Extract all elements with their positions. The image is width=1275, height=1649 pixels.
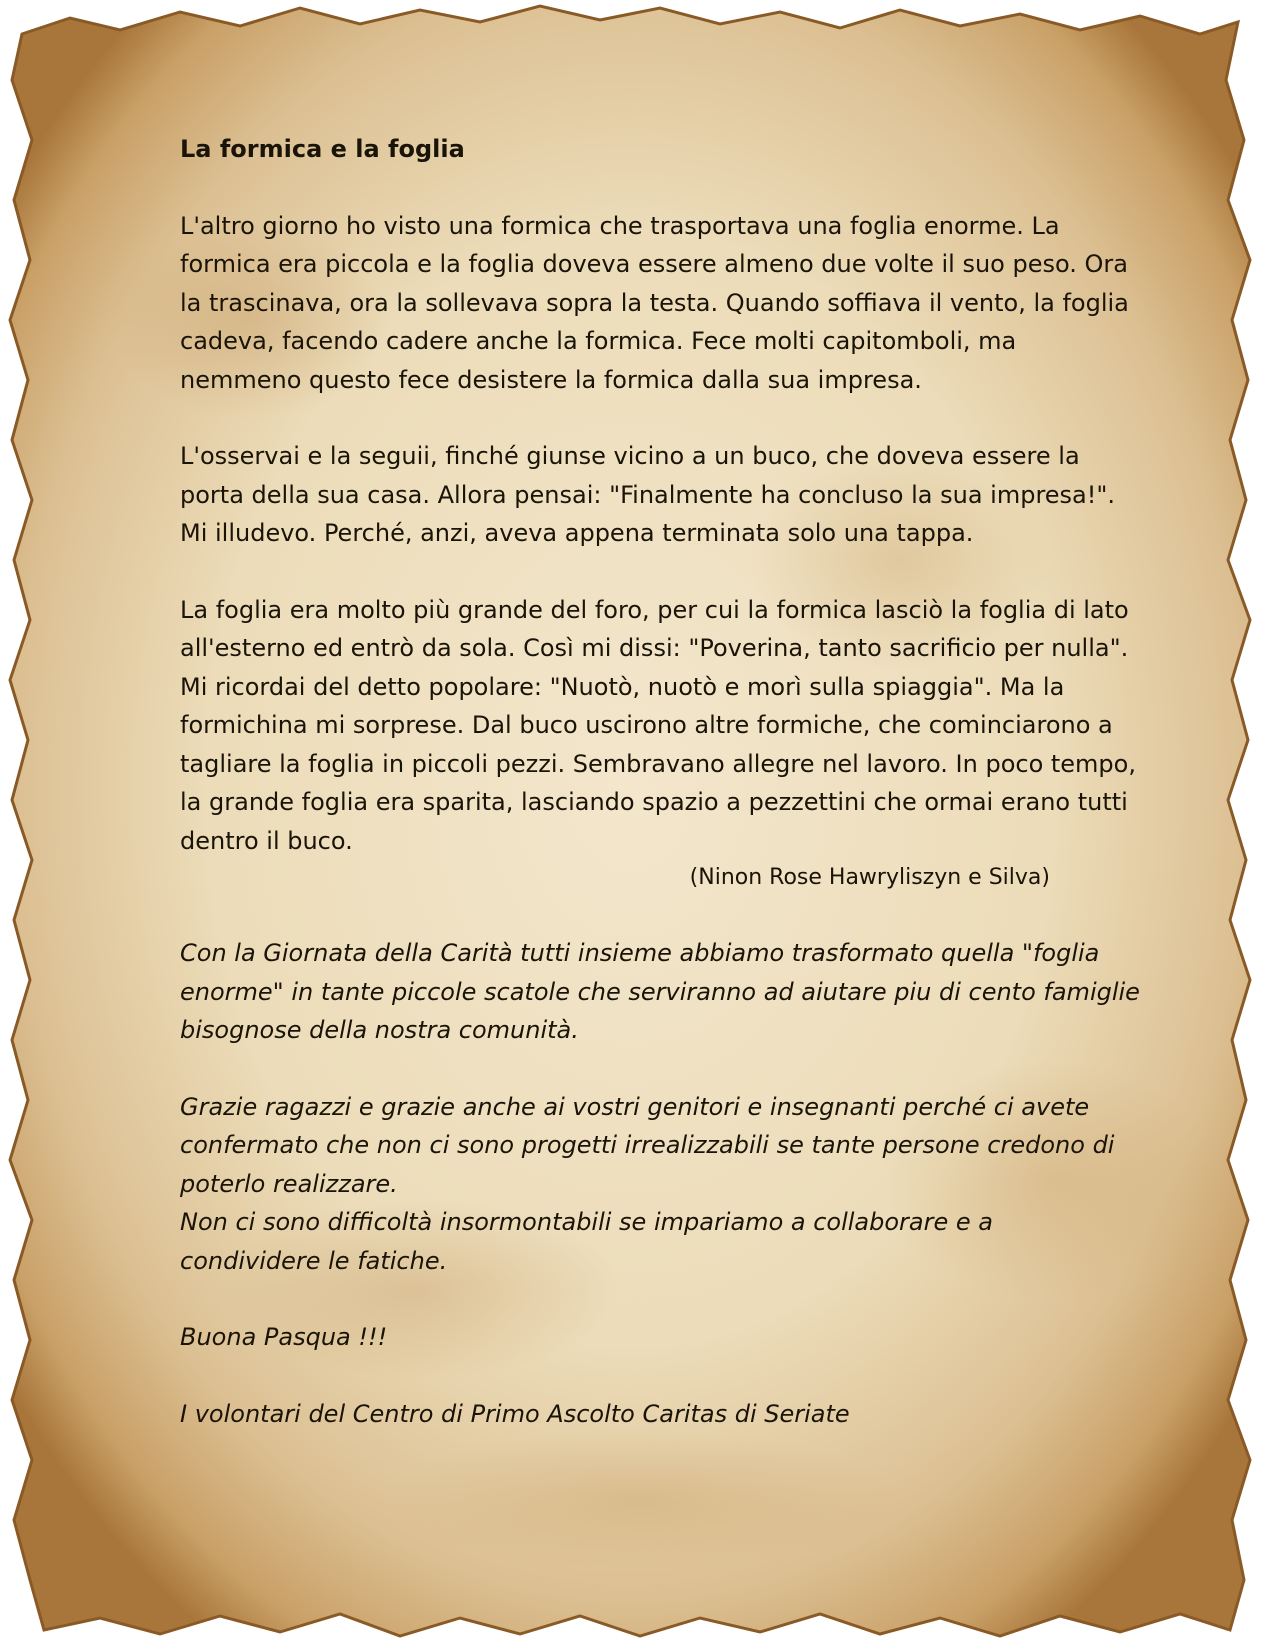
greeting: Buona Pasqua !!! xyxy=(180,1323,388,1351)
message-paragraph-2: Grazie ragazzi e grazie anche ai vostri genitori e insegnanti perché ci avete confermato che non ci sono progetti irrealizzabili se tante persone credono di poterlo realizzare. xyxy=(180,1092,1115,1198)
signature: I volontari del Centro di Primo Ascolto Caritas di Seriate xyxy=(180,1399,850,1428)
message-paragraph-3: Non ci sono difficoltà insormontabili se impariamo a collaborare e a condividere le fatiche. xyxy=(180,1208,993,1275)
story-paragraph-1: L'altro giorno ho visto una formica che trasportava una foglia enorme. La formica era piccola e la foglia doveva essere almeno due volte il suo peso. Ora la trascinava, ora la sollevava sopra la testa. Quando soffiava il vento, la foglia cadeva, facendo cadere anche la formica. Fece molti capitomboli, ma nemmeno questo fece desistere la formica dalla sua impresa. xyxy=(180,211,1129,394)
story-paragraph-3: La foglia era molto più grande del foro, per cui la formica lasciò la foglia di lato all'esterno ed entrò da sola. Così mi dissi: "Poverina, tanto sacrificio per nulla". Mi ricordai del detto popolare: "Nuotò, nuotò e morì sulla spiaggia". Ma la formichina mi sorprese. Dal buco uscirono altre formiche, che cominciarono a tagliare la foglia in piccoli pezzi. Sembravano allegre nel lavoro. In poco tempo, la grande foglia era sparita, lasciando spazio a pezzettini che ormai erano tutti dentro il buco. xyxy=(180,595,1136,855)
document-body xyxy=(180,130,1140,1471)
document-title: La formica e la foglia xyxy=(180,135,465,163)
story-author: (Ninon Rose Hawryliszyn e Silva) xyxy=(689,865,1050,890)
story-paragraph-2: L'osservai e la seguii, finché giunse vicino a un buco, che doveva essere la porta della sua casa. Allora pensai: "Finalmente ha concluso la sua impresa!". Mi illudevo. Perché, anzi, aveva appena terminata solo una tappa. xyxy=(180,442,1116,547)
message-paragraph-1: Con la Giornata della Carità tutti insieme abbiamo trasformato quella "foglia enorme" in tante piccole scatole che serviranno ad aiutare piu di cento famiglie bisognose della nostra comunità. xyxy=(180,939,1140,1044)
